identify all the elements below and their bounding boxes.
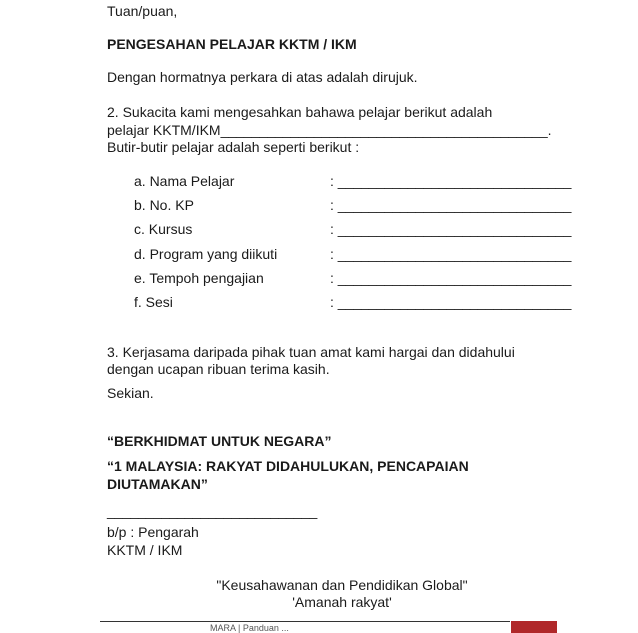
item-label: f. Sesi: [134, 294, 173, 310]
para2-line2: pelajar KKTM/IKM__________________________________________.: [107, 122, 552, 138]
motto-2-line1: “1 MALAYSIA: RAKYAT DIDAHULUKAN, PENCAPAIAN: [107, 458, 469, 474]
item-fill: : ______________________________: [330, 294, 572, 310]
salutation: Tuan/puan,: [107, 3, 178, 19]
item-fill: : ______________________________: [330, 270, 572, 286]
item-label: e. Tempoh pengajian: [134, 270, 264, 286]
item-fill: : ______________________________: [330, 197, 572, 213]
para3-line2: dengan ucapan ribuan terima kasih.: [107, 361, 330, 377]
footer-text: MARA | Panduan ...: [210, 623, 289, 633]
closing-text: Sekian.: [107, 385, 154, 401]
signatory: b/p : Pengarah: [107, 524, 199, 540]
para2-line1: 2. Sukacita kami mengesahkan bahawa pelajar berikut adalah: [107, 104, 493, 120]
footer-rule: [100, 621, 510, 622]
organisation: KKTM / IKM: [107, 542, 183, 558]
item-fill: : ______________________________: [330, 221, 572, 237]
item-label: a. Nama Pelajar: [134, 173, 235, 189]
item-fill: : ______________________________: [330, 246, 572, 262]
intro-text: Dengan hormatnya perkara di atas adalah dirujuk.: [107, 69, 418, 85]
para2-line3: Butir-butir pelajar adalah seperti berikut :: [107, 139, 360, 155]
item-label: c. Kursus: [134, 221, 193, 237]
item-label: d. Program yang diikuti: [134, 246, 278, 262]
item-label: b. No. KP: [134, 197, 194, 213]
letter-heading: PENGESAHAN PELAJAR KKTM / IKM: [107, 36, 357, 52]
para3-line1: 3. Kerjasama daripada pihak tuan amat kami hargai dan didahului: [107, 344, 515, 360]
slogan-1: "Keusahawanan dan Pendidikan Global": [216, 577, 468, 593]
signature-line: ___________________________: [107, 503, 318, 519]
slogan-2: 'Amanah rakyat': [292, 594, 392, 610]
motto-1: “BERKHIDMAT UNTUK NEGARA”: [107, 433, 332, 449]
motto-2-line2: DIUTAMAKAN”: [107, 476, 208, 492]
item-fill: : ______________________________: [330, 173, 572, 189]
footer-page-tab: [511, 621, 557, 633]
